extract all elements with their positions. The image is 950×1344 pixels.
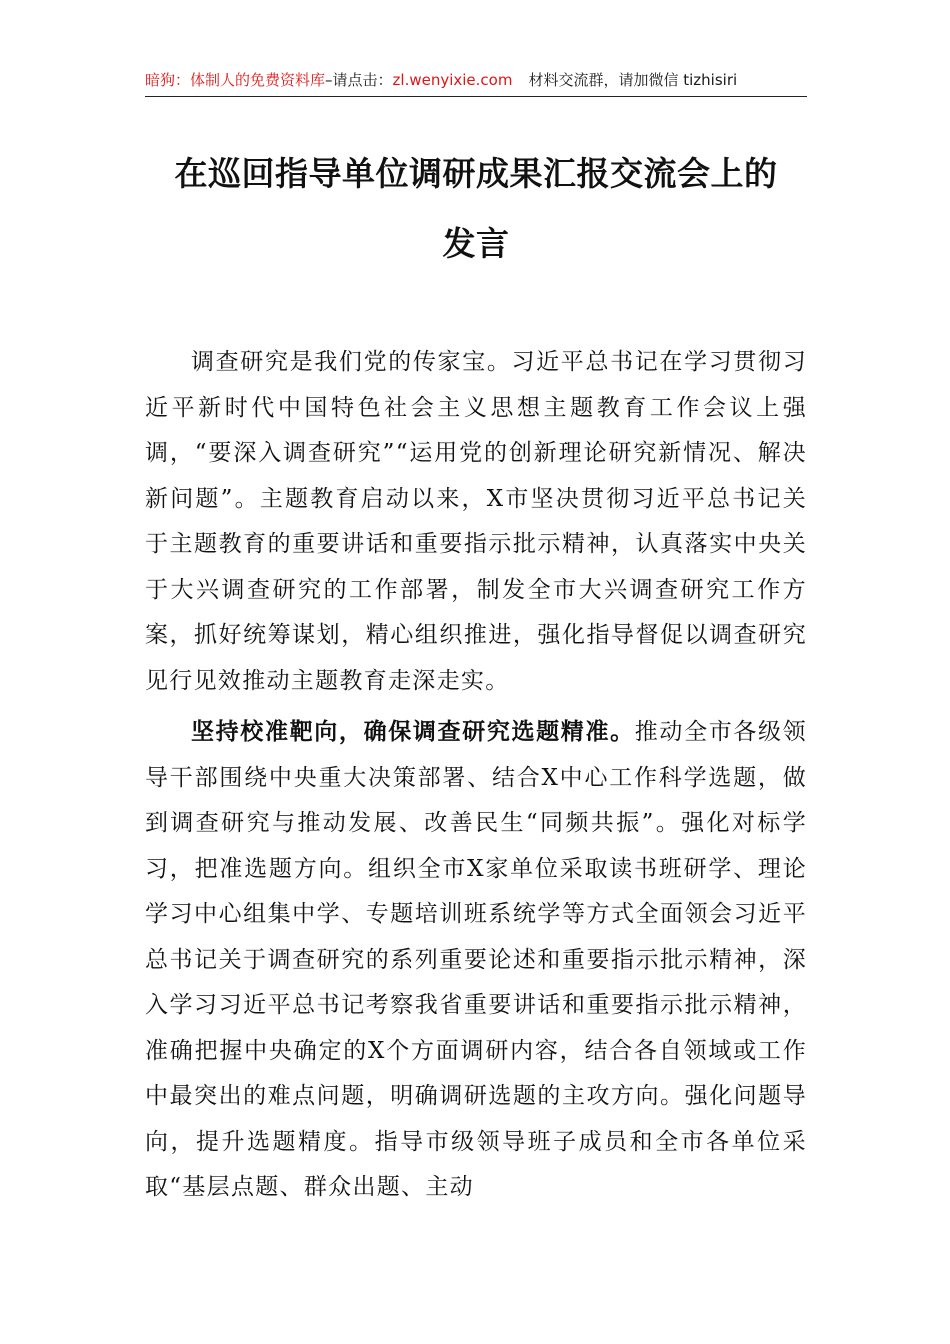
document-body: [145, 340, 807, 1216]
section-heading: 坚持校准靶向，确保调查研究选题精准。: [191, 718, 635, 745]
header-contact: 材料交流群，请加微信 tizhisiri: [528, 71, 738, 89]
page-header: [145, 70, 805, 90]
section-body: 推动全市各级领导干部围绕中央重大决策部署、结合X中心工作科学选题，做到调查研究与推动发展、改善民生“同频共振”。强化对标学习，把准选题方向。组织全市X家单位采取读书班研学、理论学习中心组集中学、专题培训班系统学等方式全面领会习近平总书记关于调查研究的系列重要论述和重要指示批示精神，深入学习习近平总书记考察我省重要讲话和重要指示批示精神，准确把握中央确定的X个方面调研内容，结合各自领域或工作中最突出的难点问题，明确调研选题的主攻方向。强化问题导向，提升选题精度。指导市级领导班子成员和全市各单位采取“基层点题、群众出题、主动: [145, 719, 807, 1200]
document-title-line-2: 发言: [442, 224, 510, 263]
header-click-prefix: –请点击：: [325, 71, 393, 89]
header-site-name: 暗狗：体制人的免费资料库: [145, 71, 326, 89]
header-url-link[interactable]: zl.wenyixie.com: [392, 71, 513, 89]
document-title-line-1: 在巡回指导单位调研成果汇报交流会上的: [174, 154, 778, 193]
paragraph-intro: 调查研究是我们党的传家宝。习近平总书记在学习贯彻习近平新时代中国特色社会主义思想主题教育工作会议上强调，“要深入调查研究”“运用党的创新理论研究新情况、解决新问题”。主题教育启动以来，X市坚决贯彻习近平总书记关于主题教育的重要讲话和重要指示批示精神，认真落实中央关于大兴调查研究的工作部署，制发全市大兴调查研究工作方案，抓好统筹谋划，精心组织推进，强化指导督促以调查研究见行见效推动主题教育走深走实。: [145, 349, 807, 694]
header-divider: [145, 96, 807, 97]
paragraph-section-1: [145, 709, 807, 1211]
